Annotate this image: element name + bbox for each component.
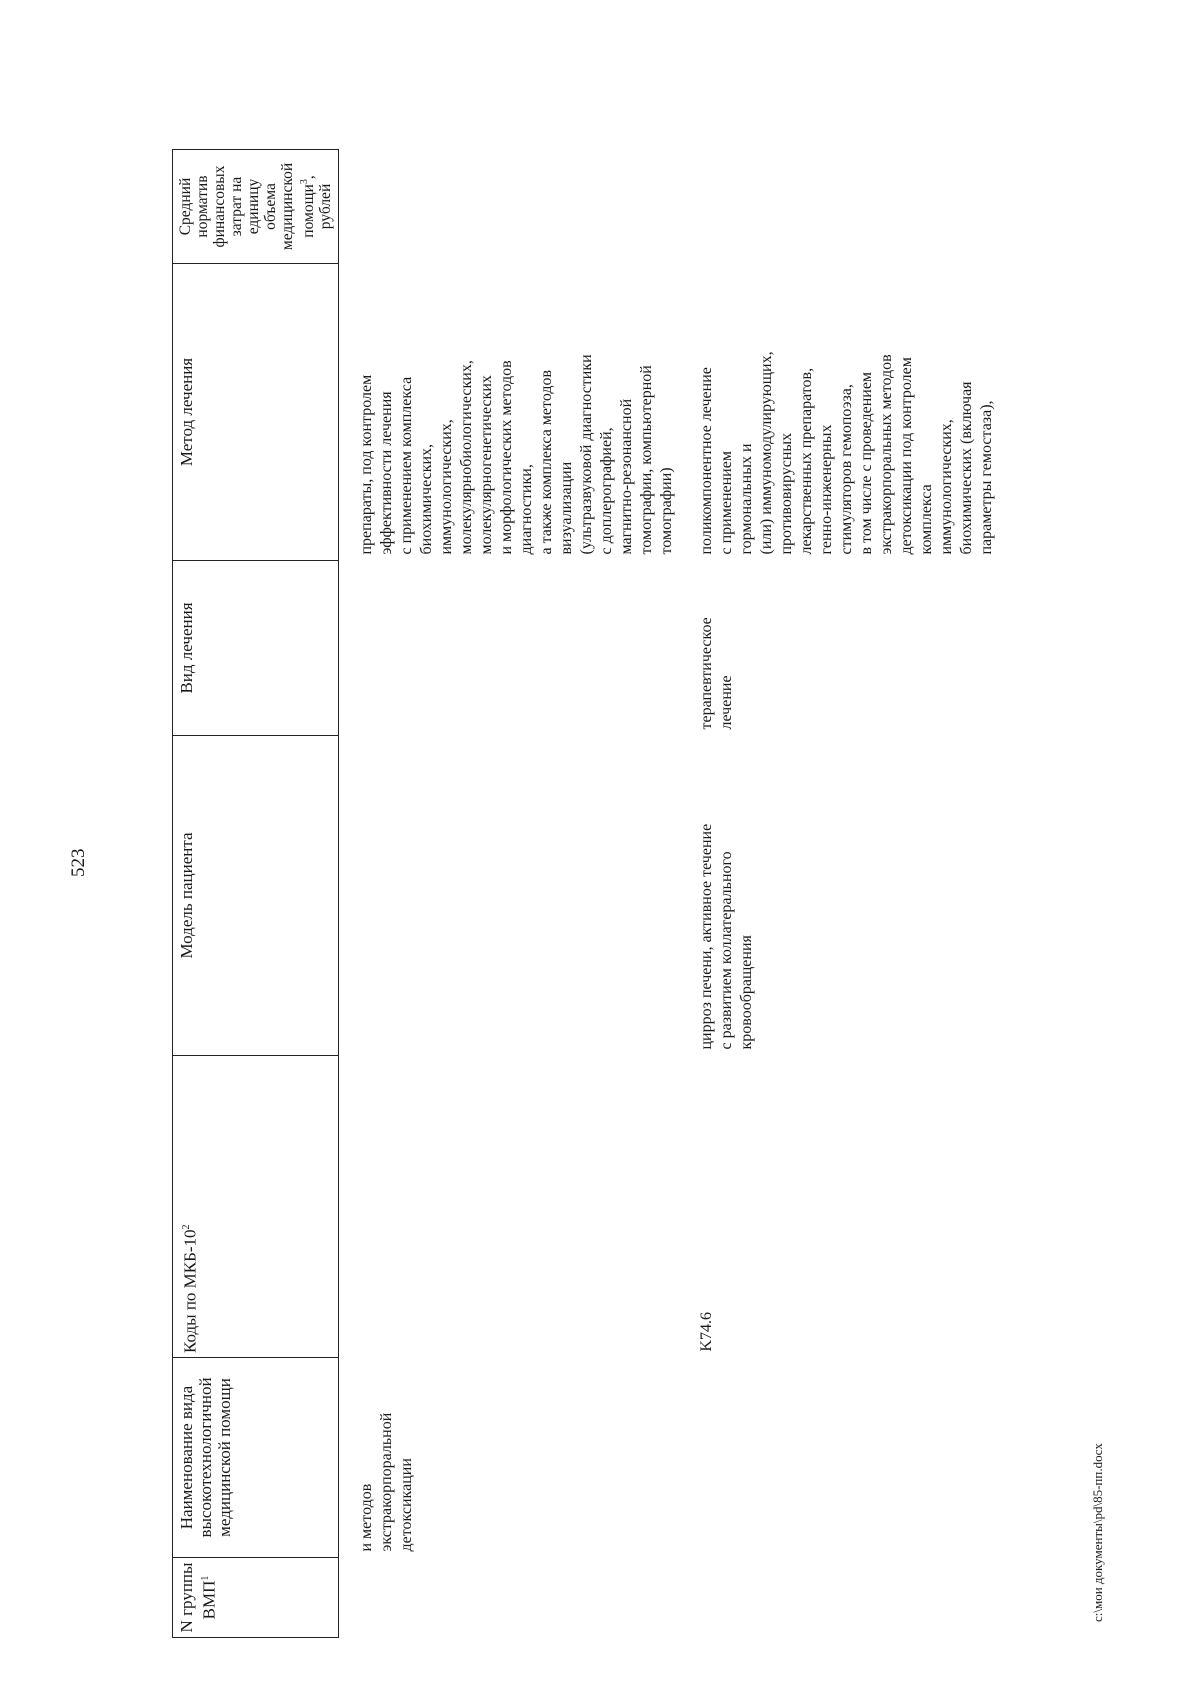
header-name: Наименование вида высокотехнологичной медицинской помощи [173,1358,339,1558]
footer-file-path: c:\мои документы\pd\85-пп.docx [1090,1443,1105,1622]
cell-treatment-method: поликомпонентное лечение с применением гормональных и (или) иммуномодулирующих, противовирусных лекарственных препаратов, генно-инженерных стимуляторов гемопоэза, в том числе с проведением экстракорпоральных методов детоксикации под контролем комплекса иммунологических, биохимических (включая параметры гемостаза), [698,351,996,555]
header-treatment-method: Метод лечения [173,264,339,561]
table-row [339,150,678,1638]
table-row [677,150,997,1638]
cell-name [677,1358,997,1558]
cell-icd-codes: K74.6 [698,1311,716,1352]
cell-icd-codes [339,1056,678,1358]
page-number: 523 [68,848,89,877]
header-group-no: N группы ВМП$^1$ [173,1558,339,1638]
header-patient-model: Модель пациента [173,736,339,1056]
cell-treatment-type: терапевтическое лечение [698,617,736,730]
cell-patient-model [339,736,678,1056]
cell-avg-cost [339,150,678,264]
header-icd-codes: Коды по МКБ-$10^2$ [173,1056,339,1358]
header-treatment-type: Вид лечения [173,561,339,736]
cell-name: и методов экстракорпоральной детоксикации [358,1412,416,1552]
cell-treatment-type [339,561,678,736]
cell-patient-model: цирроз печени, активное течение с развитием коллатерального кровообращения [698,823,756,1050]
cell-group-no [339,1558,678,1638]
cell-group-no [677,1558,997,1638]
cell-treatment-method: препараты, под контролем эффективности лечения с применением комплекса биохимических, иммунологических, молекулярнобиологических, молекулярногенетических и морфологических методов диагностики, а также комплекса методов визуализации (ультразвуковой диагностики с доплерографией, магнитно-резонансной томографии, компьютерной томографии) [358,354,676,555]
cell-avg-cost [677,150,997,264]
vmp-table [172,149,997,1638]
table-header-row [173,150,339,1638]
header-avg-cost: Средний норматив финансовых затрат на единицу объема медицинской помощи$^3$, рублей [173,150,339,264]
